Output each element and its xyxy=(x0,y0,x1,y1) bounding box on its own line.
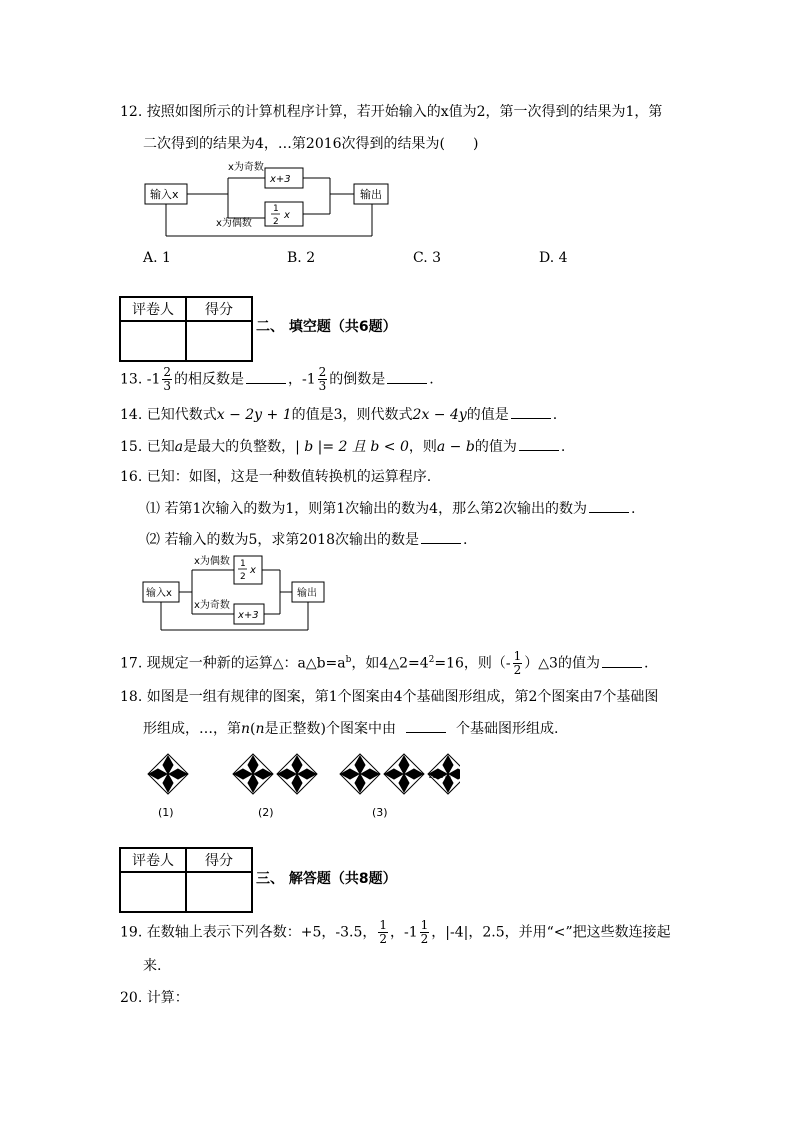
q19-line1: 19. 在数轴上表示下列各数：+5，-3.5， $\frac{1}{2}$ ，-1 $\frac{1}{2}$ ，|-4|，2.5，并用“<”把这些数连接起 xyxy=(120,918,671,946)
q12-flowchart xyxy=(140,158,400,240)
q16-flowchart xyxy=(140,552,340,632)
q16-sub1: ⑴ 若第1次输入的数为1，则第1次输出的数为4，那么第2次输出的数为 . xyxy=(146,498,635,519)
score-col-grader: 评卷人 xyxy=(120,848,186,872)
q12-option-b: B. 2 xyxy=(287,250,316,266)
score-col-grader: 评卷人 xyxy=(120,297,186,321)
flow-op-odd: x+3 xyxy=(270,174,291,185)
score-col-score: 得分 xyxy=(186,297,252,321)
flow-op-even-den: 2 xyxy=(273,217,279,227)
flow-even-label: x为偶数 xyxy=(216,218,252,229)
q18-line2: 形组成，…，第n(n是正整数)个图案中由 个基础图形组成. xyxy=(143,718,558,739)
flow-input-label: 输入x xyxy=(150,188,179,201)
q18-pattern-figure xyxy=(140,748,460,828)
flow-op-even-den: 2 xyxy=(240,572,246,582)
section-2-title: 二、 填空题（共6题） xyxy=(256,319,397,335)
flow-odd-label: x为奇数 xyxy=(194,600,230,611)
flow-even-label: x为偶数 xyxy=(194,556,230,567)
q12-option-a: A. 1 xyxy=(143,250,171,266)
q12-option-c: C. 3 xyxy=(413,250,442,266)
q16-sub2: ⑵ 若输入的数为5，求第2018次输出的数是 . xyxy=(146,529,467,550)
flow-op-odd: x+3 xyxy=(238,610,259,621)
pattern-2 xyxy=(233,754,317,794)
q19-line2: 来. xyxy=(143,958,162,974)
q14: 14. 已知代数式x − 2y + 1的值是3，则代数式2x − 4y的值是 . xyxy=(120,404,557,425)
q12-line2: 二次得到的结果为4，…第2016次得到的结果为( ) xyxy=(143,136,479,152)
score-box-2 xyxy=(119,847,253,913)
q17: 17. 现规定一种新的运算△：$a\triangle b=a^b$，如$4\triangle 2=4^2=16$，则（- $\frac{1}{2}$ ）△3的值为 . xyxy=(120,649,649,678)
q12-line1: 12. 按照如图所示的计算机程序计算，若开始输入的x值为2，第一次得到的结果为1，第 xyxy=(120,104,663,120)
q15: 15. 已知a是最大的负整数，| b |= 2 且 b < 0，则a − b的值为 . xyxy=(120,436,565,457)
pattern-1 xyxy=(148,754,188,794)
flow-odd-label: x为奇数 xyxy=(228,162,264,173)
score-col-score: 得分 xyxy=(186,848,252,872)
score-box-1 xyxy=(119,296,253,362)
q16-line1: 16. 已知：如图，这是一种数值转换机的运算程序. xyxy=(120,469,432,485)
flow-op-even-num: 1 xyxy=(240,559,246,569)
q18-line1: 18. 如图是一组有规律的图案，第1个图案由4个基础图形组成，第2个图案由7个基础图 xyxy=(120,689,659,705)
pattern-label-2: (2) xyxy=(258,806,274,819)
pattern-label-1: (1) xyxy=(158,806,174,819)
flow-output-label: 输出 xyxy=(360,188,382,201)
q12-option-d: D. 4 xyxy=(539,250,568,266)
flow-op-even-var: x xyxy=(284,210,290,221)
flow-input-label: 输入x xyxy=(146,588,172,599)
flow-op-even-var: x xyxy=(250,565,256,576)
section-3-title: 三、 解答题（共8题） xyxy=(256,871,397,887)
flow-output-label: 输出 xyxy=(297,588,317,599)
pattern-label-3: (3) xyxy=(372,806,388,819)
q20: 20. 计算： xyxy=(120,990,189,1006)
q13: 13. -1 $\frac{2}{3}$ 的相反数是 ，-1 $\frac{2}{3}$ 的倒数是 . xyxy=(120,365,434,393)
flow-op-even-num: 1 xyxy=(273,204,279,214)
pattern-ellipsis: …… xyxy=(428,767,452,781)
